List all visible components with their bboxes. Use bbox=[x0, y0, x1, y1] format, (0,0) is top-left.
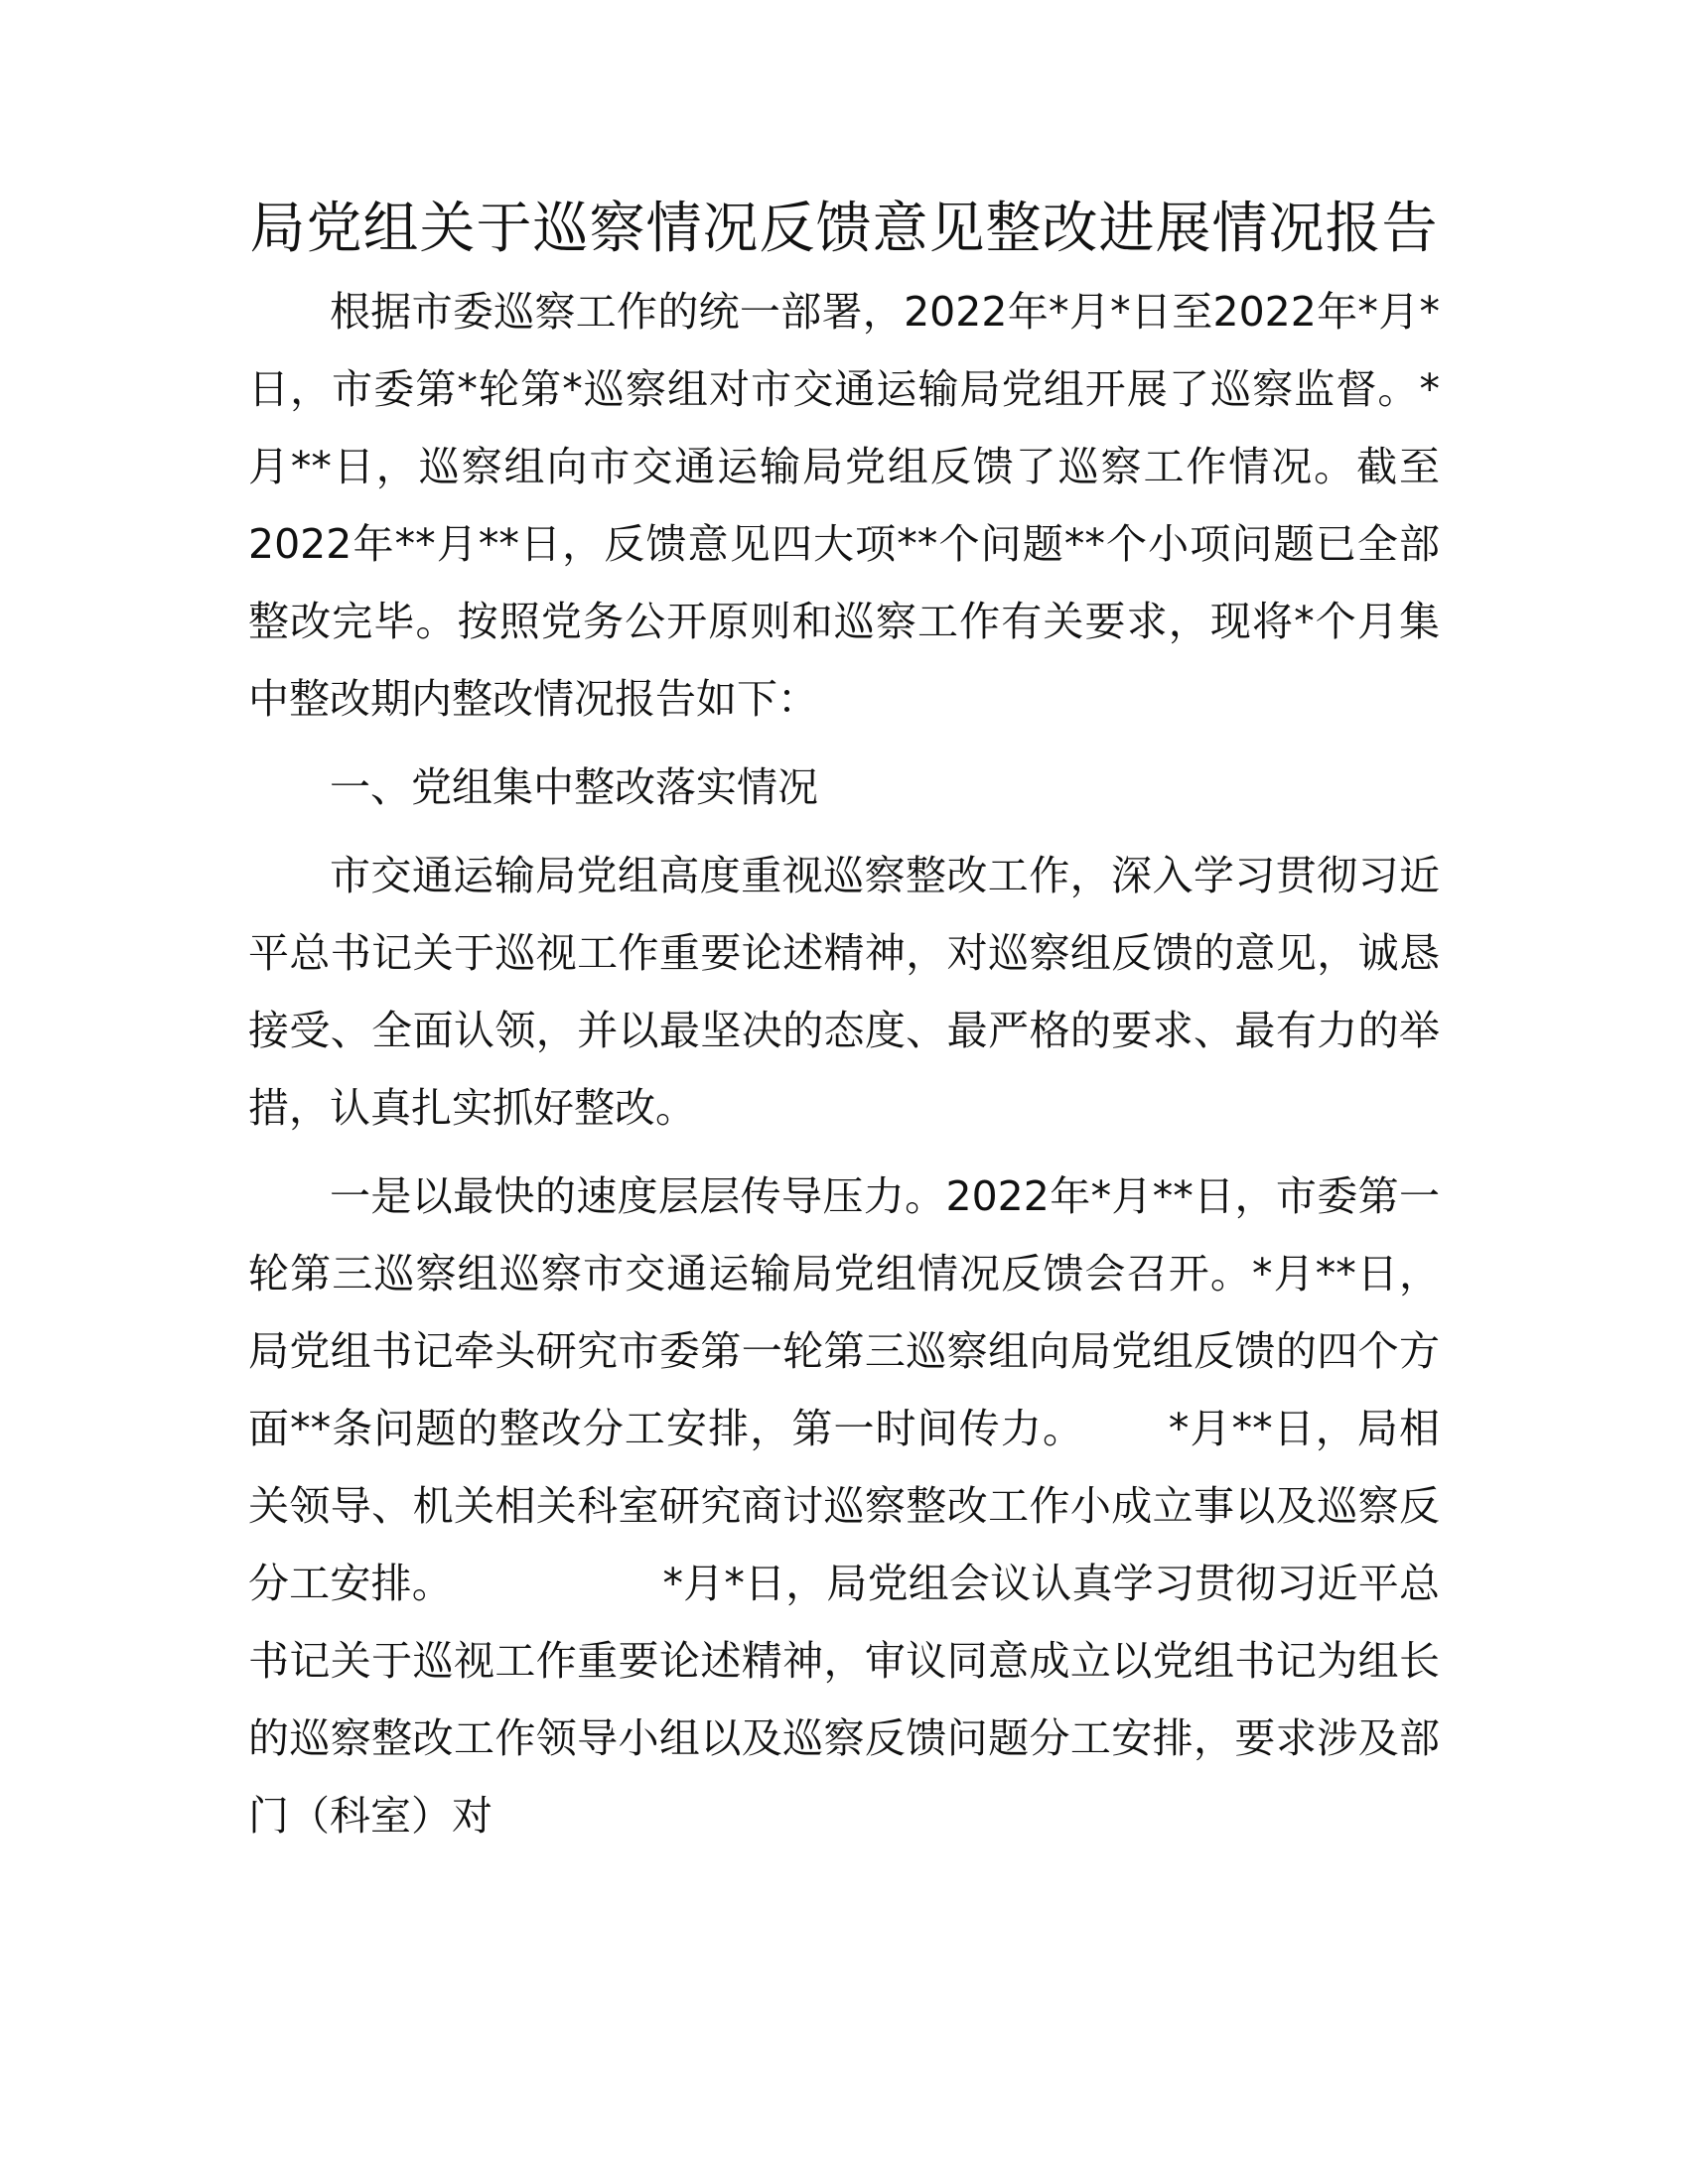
section-heading: 一、党组集中整改落实情况 bbox=[330, 763, 818, 811]
intro-paragraph: 根据市委巡察工作的统一部署，2022年*月*日至2022年*月*日，市委第*轮第*巡察组对市交通运输局党组开展了巡察监督。*月**日，巡察组向市交通运输局党组反馈了巡察工作情况。截至2022年**月**日，反馈意见四大项**个问题**个小项问题已全部整改完毕。按照党务公开原则和巡察工作有关要求，现将*个月集中整改期内整改情况报告如下： bbox=[248, 288, 1440, 723]
section-paragraph: 市交通运输局党组高度重视巡察整改工作，深入学习贯彻习近平总书记关于巡视工作重要论述精神，对巡察组反馈的意见，诚恳接受、全面认领，并以最坚决的态度、最严格的要求、最有力的举措，认真扎实抓好整改。 bbox=[248, 852, 1440, 1132]
document-title: 局党组关于巡察情况反馈意见整改进展情况报告 bbox=[249, 197, 1439, 261]
detail-paragraph: 一是以最快的速度层层传导压力。2022年*月**日，市委第一轮第三巡察组巡察市交通运输局党组情况反馈会召开。*月**日，局党组书记牵头研究市委第一轮第三巡察组向局党组反馈的四个方面**条问题的整改分工安排，第一时间传力。 *月**日，局相关领导、机关相关科室研究商讨巡察整改工作小成立事以及巡察反分工安排。 *月*日，局党组会议认真学习贯彻习近平总书记关于巡视工作重要论述精神，审议同意成立以党组书记为组长的巡察整改工作领导小组以及巡察反馈问题分工安排，要求涉及部门（科室）对 bbox=[248, 1172, 1440, 1840]
document-body bbox=[248, 194, 1440, 1865]
